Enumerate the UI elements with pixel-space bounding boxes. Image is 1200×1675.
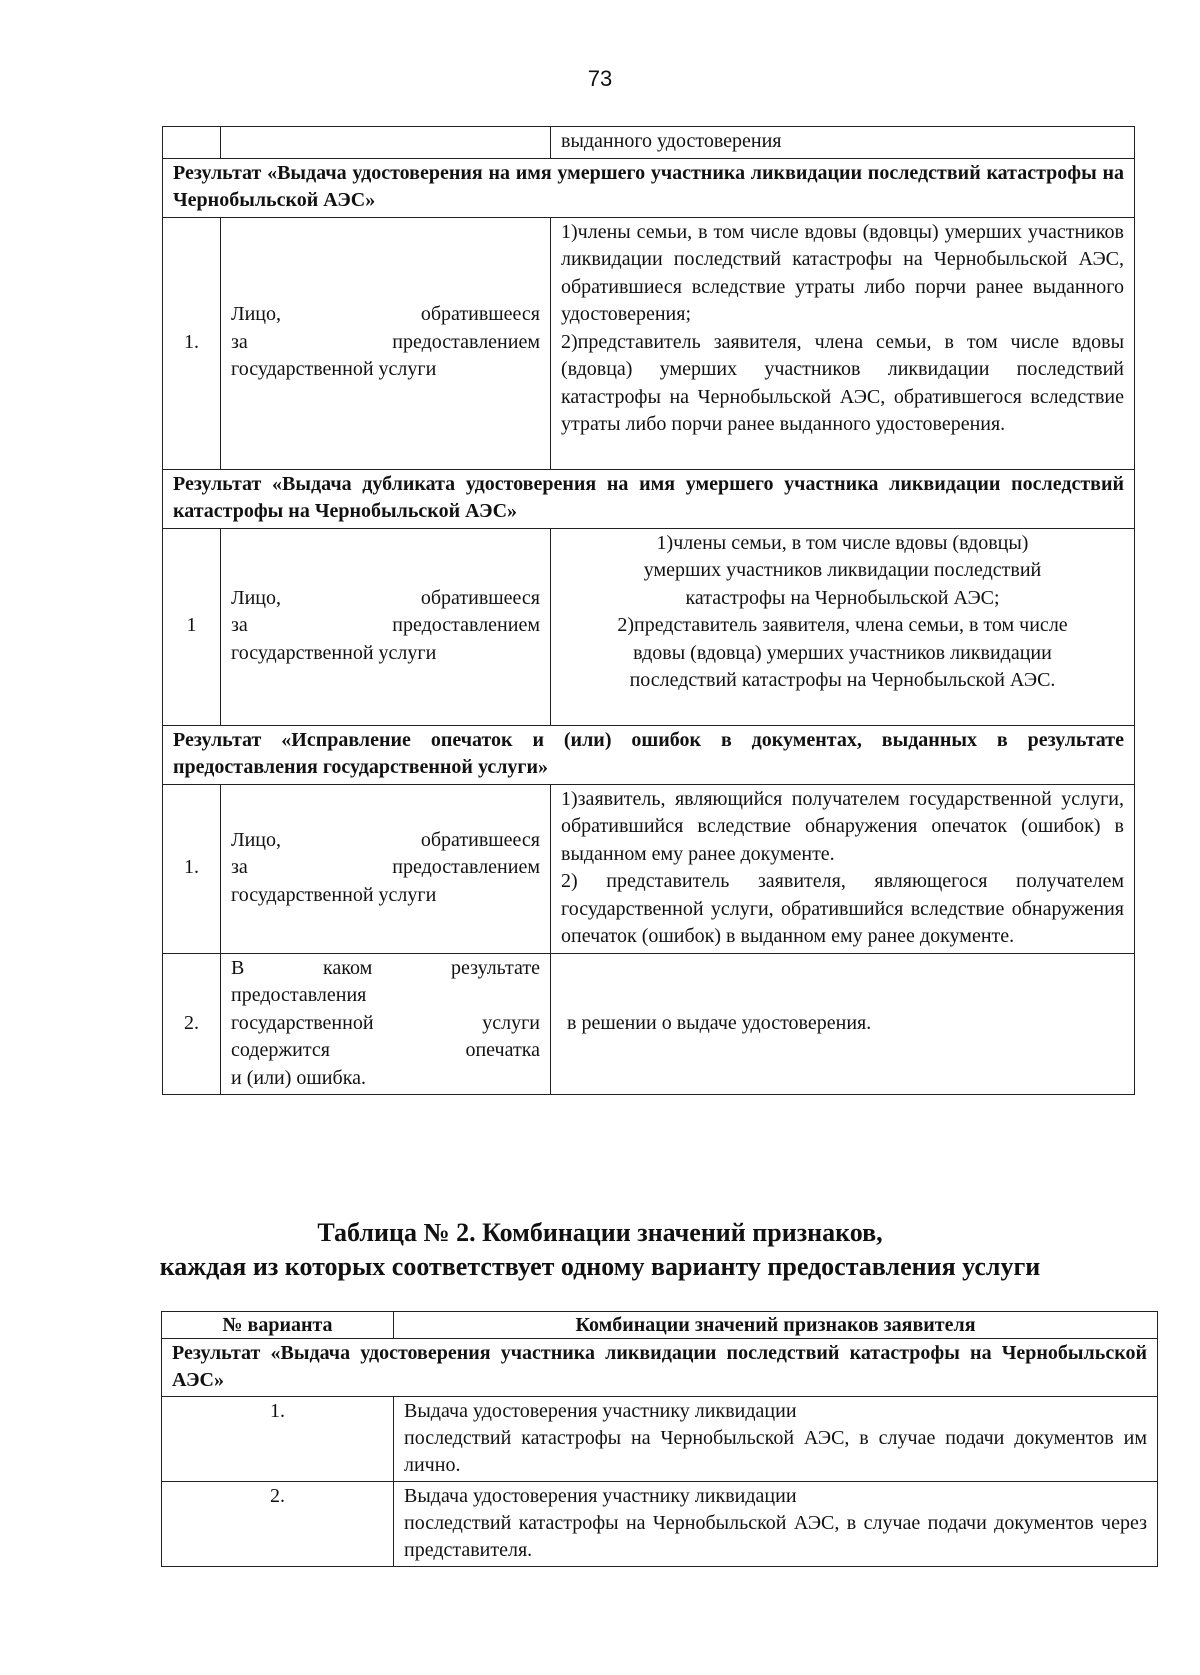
section-result-title: Результат «Выдача удостоверения на имя умершего участника ликвидации последствий катастрофы на Чернобыльской АЭС» xyxy=(163,158,1135,217)
table-row xyxy=(163,953,1135,1095)
criteria-line: 2)представитель заявителя, члена семьи, в том числе xyxy=(617,614,1068,636)
table-header-row xyxy=(162,1312,1158,1339)
row-number: 1. xyxy=(163,217,221,469)
applicant-line: государственной услуги xyxy=(231,641,437,664)
criteria-cell xyxy=(551,953,1135,1095)
section-result-title: Результат «Выдача дубликата удостоверения на имя умершего участника ликвидации последствий катастрофы на Чернобыльской АЭС» xyxy=(163,469,1135,528)
criteria-line: последствий катастрофы на Чернобыльской АЭС. xyxy=(629,669,1056,691)
criteria-cell xyxy=(551,528,1135,725)
row-number: 2. xyxy=(163,953,221,1095)
criteria-line: 1)члены семьи, в том числе вдовы (вдовцы) xyxy=(656,531,1029,554)
applicant-line: предоставления xyxy=(231,984,367,1006)
applicant-line: Лицо, обратившееся xyxy=(231,586,540,609)
section-result-title: Результат «Исправление опечаток и (или) ошибок в документах, выданных в результате предоставления государственной услуги» xyxy=(163,725,1135,784)
applicant-line: за предоставлением xyxy=(231,856,540,879)
applicant-line: Лицо, обратившееся xyxy=(231,303,540,326)
applicant-line: государственной услуги xyxy=(231,1011,540,1034)
applicant-line: за предоставлением xyxy=(231,614,540,637)
table-row xyxy=(163,528,1135,725)
row-number: 1 xyxy=(163,528,221,725)
applicant-cell xyxy=(221,217,551,469)
page-number: 73 xyxy=(587,66,613,91)
section-result-row xyxy=(162,1339,1158,1397)
criteria-line: умерших участников ликвидации последствий xyxy=(643,559,1042,581)
criteria-item: 1)члены семьи, в том числе вдовы (вдовцы) умерших участников ликвидации последствий катастрофы на Чернобыльской АЭС, обратившиеся вследствие утраты либо порчи ранее выданного удостоверения; xyxy=(561,220,1124,325)
variant-number: 1. xyxy=(162,1397,394,1482)
table-2-title-line-1: Таблица № 2. Комбинации значений признаков, xyxy=(317,1218,883,1247)
column-header-combinations: Комбинации значений признаков заявителя xyxy=(394,1312,1158,1339)
applicant-line: Лицо, обратившееся xyxy=(231,828,540,851)
criteria-item: 1)заявитель, являющийся получателем государственной услуги, обратившийся вследствие обнаружения опечаток (ошибок) в выданном ему ранее документе. xyxy=(561,787,1124,865)
applicant-cell xyxy=(221,528,551,725)
criteria-item: в решении о выдаче удостоверения. xyxy=(567,1011,872,1034)
combination-first-line: Выдача удостоверения участнику ликвидации xyxy=(404,1485,797,1507)
table-row xyxy=(162,1397,1158,1482)
table-row xyxy=(163,127,1135,159)
row-number: 1. xyxy=(163,784,221,953)
section-result-title: Результат «Выдача удостоверения участника ликвидации последствий катастрофы на Чернобыльской АЭС» xyxy=(162,1339,1158,1397)
table-combinations xyxy=(161,1311,1158,1567)
applicant-line: и (или) ошибка. xyxy=(231,1066,366,1089)
criteria-item: 2)представитель заявителя, члена семьи, в том числе вдовы (вдовца) умерших участников ликвидации последствий катастрофы на Чернобыльской АЭС, обратившегося вследствие утраты либо порчи ранее выданного удостоверения. xyxy=(561,330,1124,435)
applicant-line: В каком результате xyxy=(231,956,540,979)
applicant-line: государственной услуги xyxy=(231,358,437,381)
section-result-row xyxy=(163,725,1135,784)
combination-first-line: Выдача удостоверения участнику ликвидации xyxy=(404,1400,797,1422)
applicant-cell xyxy=(221,784,551,953)
section-result-row xyxy=(163,158,1135,217)
applicant-cell xyxy=(221,953,551,1095)
variant-number: 2. xyxy=(162,1482,394,1567)
combination-cell xyxy=(394,1482,1158,1567)
table-2-title-line-2: каждая из которых соответствует одному варианту предоставления услуги xyxy=(159,1252,1041,1281)
combination-text: последствий катастрофы на Чернобыльской АЭС, в случае подачи документов им лично. xyxy=(404,1427,1147,1476)
applicant-line: за предоставлением xyxy=(231,330,540,353)
criteria-item: 2) представитель заявителя, являющегося получателем государственной услуги, обратившийся вследствие обнаружения опечаток (ошибок) в выданном ему ранее документе. xyxy=(561,870,1124,947)
table-cell xyxy=(163,127,221,159)
criteria-line: вдовы (вдовца) умерших участников ликвидации xyxy=(633,641,1052,664)
combination-cell xyxy=(394,1397,1158,1482)
table-variants-criteria xyxy=(162,126,1135,1095)
applicant-line: государственной услуги xyxy=(231,883,437,906)
table-row xyxy=(163,217,1135,469)
applicant-line: содержится опечатка xyxy=(231,1039,540,1061)
criteria-line: катастрофы на Чернобыльской АЭС; xyxy=(685,586,1000,609)
criteria-cell xyxy=(551,784,1135,953)
table-row xyxy=(163,784,1135,953)
continuation-text: выданного удостоверения xyxy=(551,127,1135,159)
table-cell xyxy=(221,127,551,159)
criteria-cell xyxy=(551,217,1135,469)
table-row xyxy=(162,1482,1158,1567)
combination-text: последствий катастрофы на Чернобыльской АЭС, в случае подачи документов через представителя. xyxy=(404,1512,1147,1561)
column-header-variant: № варианта xyxy=(162,1312,394,1339)
section-result-row xyxy=(163,469,1135,528)
